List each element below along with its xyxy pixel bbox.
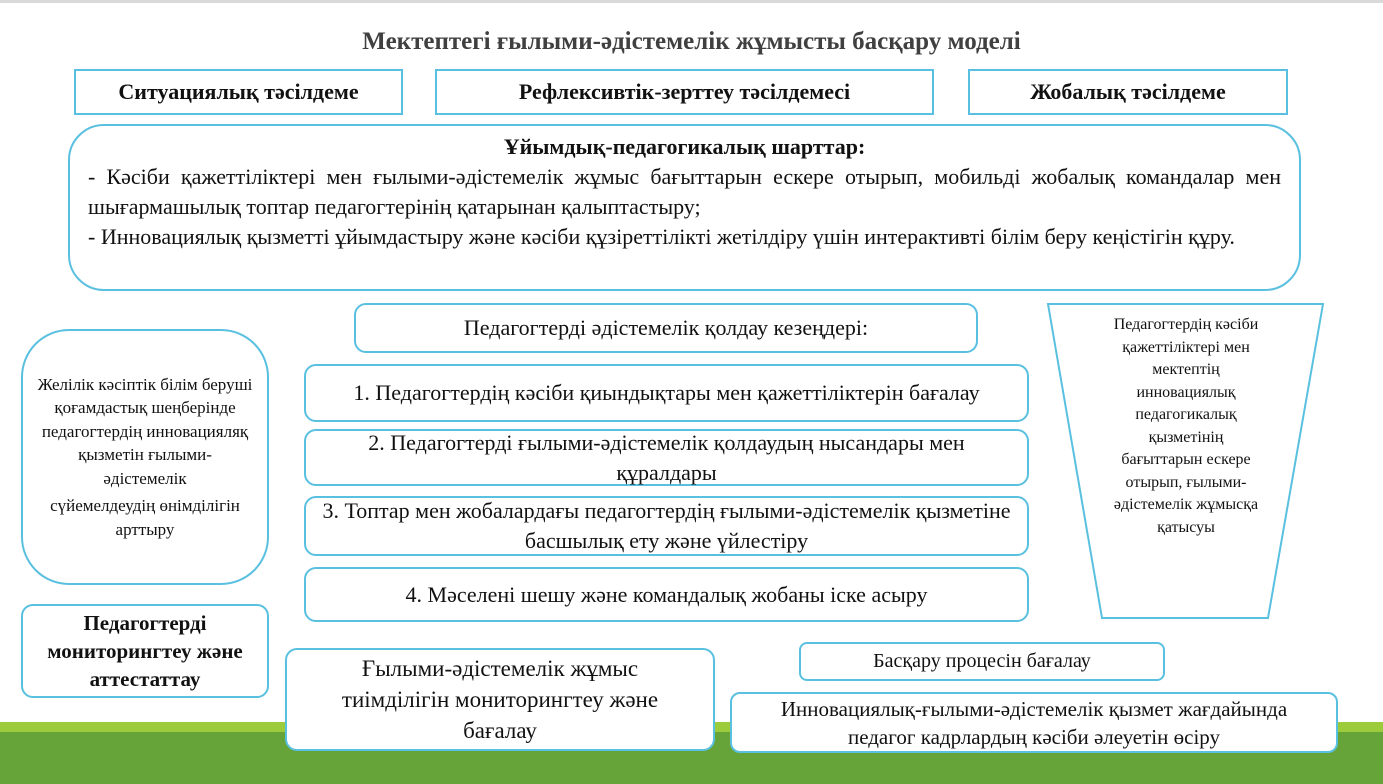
approach-project: [968, 69, 1288, 115]
stage-item-label: 1. Педагогтердің кәсіби қиындықтары мен қажеттіліктерін бағалау: [353, 380, 980, 405]
stage-item: [304, 364, 1029, 422]
stage-item-label: 2. Педагогтерді ғылыми-әдістемелік қолдаудың нысандары мен құралдары: [368, 429, 965, 485]
conditions-heading: Ұйымдық-педагогикалық шарттар:: [503, 134, 866, 159]
participation-text: Педагогтердің кәсіби қажеттіліктері мен мектептің инновациялық педагогикалық қызметінің бағыттарын ескере отырып, ғылыми-әдістемелік жұмысқа қатысуы: [1113, 316, 1259, 536]
stage-item: [304, 429, 1029, 486]
stages-header-label: Педагогтерді әдістемелік қолдау кезеңдері:: [463, 315, 869, 340]
network-community-box: [21, 329, 269, 585]
stage-item-label: 4. Мәселені шешу және командалық жобаны іске асыру: [405, 581, 928, 607]
approach-reflexive-label: Рефлексивтік-зерттеу тәсілдемесі: [518, 79, 851, 104]
management-evaluation-label: Басқару процесін бағалау: [873, 650, 1091, 672]
stage-item-label: 3. Топтар мен жобалардағы педагогтердің ғылыми-әдістемелік қызметіне басшылық ету және үйлестіру: [322, 498, 1011, 553]
management-evaluation-box: [799, 642, 1165, 681]
conditions-item-1: - Кәсіби қажеттіліктері мен ғылыми-әдістемелік жұмыс бағыттарын ескере отырып, мобильді жобалық командалар мен шығармашылық топтар педагогтерінің қатарынан қалыптастыру;: [88, 164, 1281, 219]
effectiveness-monitoring-label: Ғылыми-әдістемелік жұмыс тиімділігін мониторингтеу және бағалау: [341, 656, 659, 743]
teacher-monitoring-label: Педагогтерді мониторингтеу және аттестаттау: [47, 611, 243, 691]
approach-situational-label: Ситуациялық тәсілдеме: [118, 79, 359, 104]
conditions-box: [68, 124, 1301, 291]
professional-potential-label: Инновациялық-ғылыми-әдістемелік қызмет жағдайында педагог кадрлардың кәсіби әлеуетін өсіру: [780, 696, 1288, 749]
conditions-item-2: - Инновациялық қызметті ұйымдастыру және кәсіби құзіреттілікті жетілдіру үшін интерактивті білім беру кеңістігін құру.: [88, 224, 1235, 249]
diagram-title: Мектептегі ғылыми-әдістемелік жұмысты басқару моделі: [362, 28, 1021, 55]
teacher-monitoring-box: [21, 604, 269, 698]
stage-item: [304, 496, 1029, 556]
network-community-text-2: сүйемелдеудің өнімділігін арттыру: [50, 496, 240, 539]
effectiveness-monitoring-box: [285, 648, 715, 751]
stage-item: [304, 567, 1029, 622]
stages-header: [354, 303, 978, 353]
approach-reflexive: [435, 69, 934, 115]
top-divider: [0, 0, 1383, 3]
approach-situational: [74, 69, 403, 115]
approach-project-label: Жобалық тәсілдеме: [1030, 79, 1226, 104]
professional-potential-box: [730, 692, 1338, 753]
network-community-text-1: Желілік кәсіптік білім беруші қоғамдастық шеңберінде педагогтердің инновацияляқ қызметін ғылыми-әдістемелік: [37, 374, 253, 488]
